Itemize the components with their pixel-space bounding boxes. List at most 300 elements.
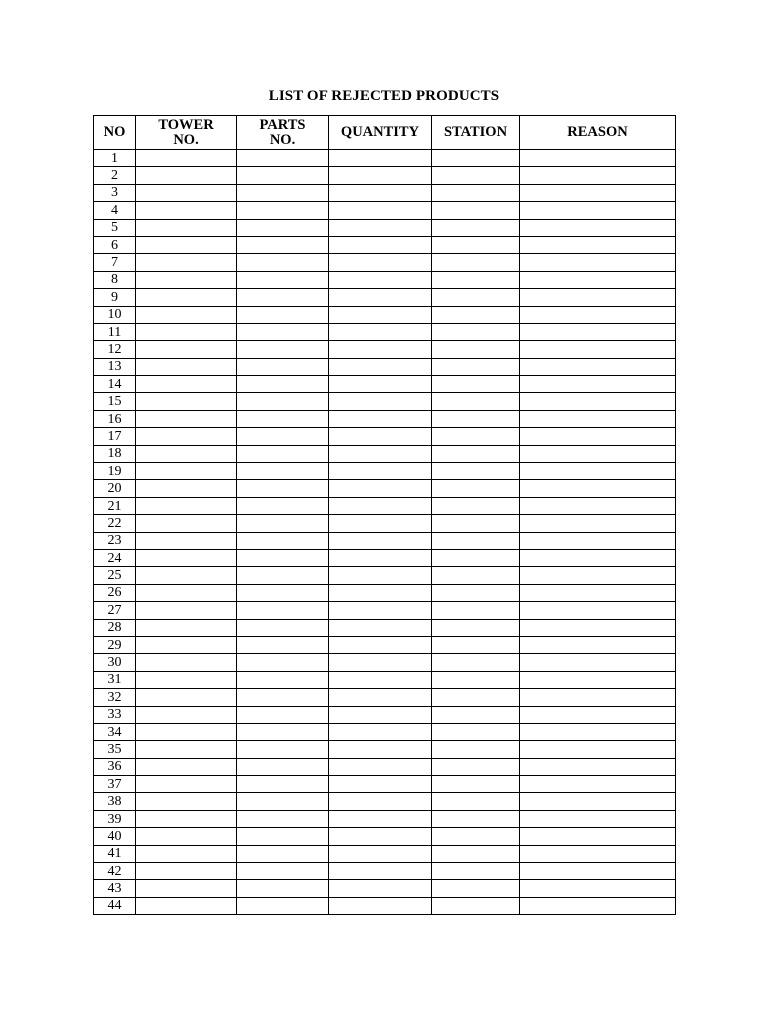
row-number-cell: 26: [94, 584, 136, 601]
parts-no-cell: [237, 758, 329, 775]
parts-no-cell: [237, 602, 329, 619]
row-number-cell: 7: [94, 254, 136, 271]
quantity-cell: [329, 636, 432, 653]
table-row: [94, 741, 676, 758]
parts-no-cell: [237, 636, 329, 653]
reason-cell: [520, 654, 676, 671]
quantity-cell: [329, 150, 432, 167]
quantity-cell: [329, 549, 432, 566]
parts-no-cell: [237, 671, 329, 688]
parts-no-cell: [237, 567, 329, 584]
reason-cell: [520, 810, 676, 827]
row-number-cell: 24: [94, 549, 136, 566]
tower-no-cell: [136, 549, 237, 566]
row-number-cell: 28: [94, 619, 136, 636]
reason-cell: [520, 897, 676, 914]
tower-no-cell: [136, 358, 237, 375]
table-row: [94, 306, 676, 323]
table-body: [94, 150, 676, 915]
row-number-cell: 31: [94, 671, 136, 688]
table-row: [94, 828, 676, 845]
parts-no-cell: [237, 341, 329, 358]
tower-no-cell: [136, 619, 237, 636]
tower-no-cell: [136, 480, 237, 497]
row-number-cell: 36: [94, 758, 136, 775]
reason-cell: [520, 689, 676, 706]
tower-no-cell: [136, 515, 237, 532]
table-row: [94, 150, 676, 167]
parts-no-cell: [237, 306, 329, 323]
reason-cell: [520, 358, 676, 375]
reason-cell: [520, 410, 676, 427]
table-row: [94, 323, 676, 340]
reason-cell: [520, 497, 676, 514]
parts-no-cell: [237, 654, 329, 671]
station-cell: [432, 863, 520, 880]
table-row: [94, 271, 676, 288]
station-cell: [432, 323, 520, 340]
tower-no-cell: [136, 810, 237, 827]
tower-no-cell: [136, 567, 237, 584]
tower-no-cell: [136, 758, 237, 775]
reason-cell: [520, 219, 676, 236]
tower-no-cell: [136, 532, 237, 549]
table-row: [94, 793, 676, 810]
station-cell: [432, 845, 520, 862]
table-row: [94, 654, 676, 671]
tower-no-cell: [136, 393, 237, 410]
quantity-cell: [329, 497, 432, 514]
row-number-cell: 12: [94, 341, 136, 358]
station-cell: [432, 271, 520, 288]
station-cell: [432, 184, 520, 201]
table-row: [94, 463, 676, 480]
row-number-cell: 1: [94, 150, 136, 167]
quantity-cell: [329, 880, 432, 897]
quantity-cell: [329, 776, 432, 793]
reason-cell: [520, 776, 676, 793]
table-row: [94, 636, 676, 653]
quantity-cell: [329, 184, 432, 201]
station-cell: [432, 428, 520, 445]
reason-cell: [520, 636, 676, 653]
quantity-cell: [329, 619, 432, 636]
reason-cell: [520, 480, 676, 497]
tower-no-cell: [136, 236, 237, 253]
parts-no-cell: [237, 150, 329, 167]
quantity-cell: [329, 602, 432, 619]
parts-no-cell: [237, 184, 329, 201]
parts-no-cell: [237, 863, 329, 880]
table-row: [94, 706, 676, 723]
row-number-cell: 6: [94, 236, 136, 253]
station-cell: [432, 584, 520, 601]
quantity-cell: [329, 828, 432, 845]
station-cell: [432, 150, 520, 167]
reason-cell: [520, 254, 676, 271]
quantity-cell: [329, 758, 432, 775]
quantity-cell: [329, 567, 432, 584]
table-row: [94, 376, 676, 393]
parts-no-cell: [237, 410, 329, 427]
station-cell: [432, 689, 520, 706]
tower-no-cell: [136, 654, 237, 671]
station-cell: [432, 706, 520, 723]
station-cell: [432, 602, 520, 619]
reason-cell: [520, 236, 676, 253]
quantity-cell: [329, 463, 432, 480]
parts-no-cell: [237, 689, 329, 706]
table-row: [94, 723, 676, 740]
reason-cell: [520, 706, 676, 723]
quantity-cell: [329, 219, 432, 236]
table-row: [94, 619, 676, 636]
station-cell: [432, 636, 520, 653]
row-number-cell: 32: [94, 689, 136, 706]
tower-no-cell: [136, 828, 237, 845]
station-cell: [432, 358, 520, 375]
row-number-cell: 27: [94, 602, 136, 619]
station-cell: [432, 219, 520, 236]
station-cell: [432, 254, 520, 271]
parts-no-cell: [237, 428, 329, 445]
station-cell: [432, 393, 520, 410]
table-row: [94, 358, 676, 375]
station-cell: [432, 793, 520, 810]
tower-no-cell: [136, 289, 237, 306]
station-cell: [432, 445, 520, 462]
row-number-cell: 2: [94, 167, 136, 184]
quantity-cell: [329, 654, 432, 671]
reason-cell: [520, 602, 676, 619]
row-number-cell: 30: [94, 654, 136, 671]
tower-no-cell: [136, 689, 237, 706]
tower-no-cell: [136, 410, 237, 427]
station-cell: [432, 810, 520, 827]
table-row: [94, 428, 676, 445]
parts-no-cell: [237, 706, 329, 723]
reason-cell: [520, 289, 676, 306]
table-row: [94, 897, 676, 914]
station-cell: [432, 654, 520, 671]
quantity-cell: [329, 167, 432, 184]
parts-no-cell: [237, 723, 329, 740]
table-row: [94, 532, 676, 549]
row-number-cell: 37: [94, 776, 136, 793]
quantity-cell: [329, 376, 432, 393]
parts-no-cell: [237, 393, 329, 410]
table-row: [94, 689, 676, 706]
reason-cell: [520, 584, 676, 601]
reason-cell: [520, 532, 676, 549]
reason-cell: [520, 376, 676, 393]
station-cell: [432, 567, 520, 584]
reason-cell: [520, 184, 676, 201]
parts-no-cell: [237, 167, 329, 184]
quantity-cell: [329, 723, 432, 740]
table-row: [94, 602, 676, 619]
table-row: [94, 410, 676, 427]
tower-no-cell: [136, 723, 237, 740]
row-number-cell: 43: [94, 880, 136, 897]
station-cell: [432, 306, 520, 323]
reason-cell: [520, 863, 676, 880]
parts-no-cell: [237, 480, 329, 497]
row-number-cell: 25: [94, 567, 136, 584]
tower-no-cell: [136, 445, 237, 462]
quantity-cell: [329, 515, 432, 532]
station-cell: [432, 532, 520, 549]
header-parts-no: PARTS NO.: [237, 116, 329, 150]
reason-cell: [520, 323, 676, 340]
table-row: [94, 758, 676, 775]
document-title: LIST OF REJECTED PRODUCTS: [268, 88, 500, 104]
reason-cell: [520, 793, 676, 810]
station-cell: [432, 202, 520, 219]
tower-no-cell: [136, 202, 237, 219]
reason-cell: [520, 741, 676, 758]
header-tower-no: TOWER NO.: [136, 116, 237, 150]
parts-no-cell: [237, 289, 329, 306]
quantity-cell: [329, 671, 432, 688]
quantity-cell: [329, 897, 432, 914]
station-cell: [432, 758, 520, 775]
header-no: NO: [94, 116, 136, 150]
reason-cell: [520, 202, 676, 219]
station-cell: [432, 463, 520, 480]
parts-no-cell: [237, 741, 329, 758]
parts-no-cell: [237, 793, 329, 810]
tower-no-cell: [136, 376, 237, 393]
quantity-cell: [329, 410, 432, 427]
quantity-cell: [329, 358, 432, 375]
parts-no-cell: [237, 376, 329, 393]
row-number-cell: 3: [94, 184, 136, 201]
station-cell: [432, 828, 520, 845]
reason-cell: [520, 428, 676, 445]
tower-no-cell: [136, 271, 237, 288]
row-number-cell: 42: [94, 863, 136, 880]
tower-no-cell: [136, 793, 237, 810]
parts-no-cell: [237, 358, 329, 375]
reason-cell: [520, 515, 676, 532]
quantity-cell: [329, 532, 432, 549]
station-cell: [432, 897, 520, 914]
tower-no-cell: [136, 341, 237, 358]
tower-no-cell: [136, 636, 237, 653]
row-number-cell: 9: [94, 289, 136, 306]
row-number-cell: 38: [94, 793, 136, 810]
parts-no-cell: [237, 828, 329, 845]
reason-cell: [520, 549, 676, 566]
quantity-cell: [329, 341, 432, 358]
row-number-cell: 40: [94, 828, 136, 845]
quantity-cell: [329, 863, 432, 880]
reason-cell: [520, 271, 676, 288]
tower-no-cell: [136, 897, 237, 914]
row-number-cell: 29: [94, 636, 136, 653]
reason-cell: [520, 445, 676, 462]
table-row: [94, 776, 676, 793]
parts-no-cell: [237, 463, 329, 480]
parts-no-cell: [237, 897, 329, 914]
table-row: [94, 184, 676, 201]
tower-no-cell: [136, 150, 237, 167]
table-row: [94, 219, 676, 236]
header-quantity: QUANTITY: [329, 116, 432, 150]
table-row: [94, 497, 676, 514]
quantity-cell: [329, 393, 432, 410]
quantity-cell: [329, 236, 432, 253]
reason-cell: [520, 758, 676, 775]
table-row: [94, 880, 676, 897]
quantity-cell: [329, 254, 432, 271]
parts-no-cell: [237, 515, 329, 532]
table-row: [94, 567, 676, 584]
row-number-cell: 10: [94, 306, 136, 323]
quantity-cell: [329, 741, 432, 758]
reason-cell: [520, 880, 676, 897]
parts-no-cell: [237, 776, 329, 793]
table-row: [94, 863, 676, 880]
tower-no-cell: [136, 167, 237, 184]
tower-no-cell: [136, 254, 237, 271]
parts-no-cell: [237, 219, 329, 236]
tower-no-cell: [136, 602, 237, 619]
table-row: [94, 515, 676, 532]
parts-no-cell: [237, 236, 329, 253]
quantity-cell: [329, 271, 432, 288]
quantity-cell: [329, 793, 432, 810]
quantity-cell: [329, 202, 432, 219]
station-cell: [432, 549, 520, 566]
parts-no-cell: [237, 810, 329, 827]
station-cell: [432, 289, 520, 306]
station-cell: [432, 236, 520, 253]
table-row: [94, 445, 676, 462]
tower-no-cell: [136, 845, 237, 862]
tower-no-cell: [136, 863, 237, 880]
tower-no-cell: [136, 776, 237, 793]
row-number-cell: 4: [94, 202, 136, 219]
row-number-cell: 15: [94, 393, 136, 410]
station-cell: [432, 671, 520, 688]
reason-cell: [520, 845, 676, 862]
parts-no-cell: [237, 584, 329, 601]
station-cell: [432, 497, 520, 514]
station-cell: [432, 167, 520, 184]
row-number-cell: 23: [94, 532, 136, 549]
reason-cell: [520, 463, 676, 480]
quantity-cell: [329, 810, 432, 827]
parts-no-cell: [237, 549, 329, 566]
parts-no-cell: [237, 532, 329, 549]
station-cell: [432, 619, 520, 636]
tower-no-cell: [136, 428, 237, 445]
table-row: [94, 480, 676, 497]
table-row: [94, 810, 676, 827]
reason-cell: [520, 828, 676, 845]
row-number-cell: 19: [94, 463, 136, 480]
row-number-cell: 11: [94, 323, 136, 340]
table-row: [94, 845, 676, 862]
tower-no-cell: [136, 671, 237, 688]
reason-cell: [520, 393, 676, 410]
table-row: [94, 671, 676, 688]
tower-no-cell: [136, 584, 237, 601]
row-number-cell: 17: [94, 428, 136, 445]
quantity-cell: [329, 445, 432, 462]
header-reason: REASON: [520, 116, 676, 150]
quantity-cell: [329, 323, 432, 340]
row-number-cell: 22: [94, 515, 136, 532]
reason-cell: [520, 150, 676, 167]
station-cell: [432, 776, 520, 793]
row-number-cell: 44: [94, 897, 136, 914]
reason-cell: [520, 167, 676, 184]
parts-no-cell: [237, 497, 329, 514]
quantity-cell: [329, 306, 432, 323]
tower-no-cell: [136, 184, 237, 201]
parts-no-cell: [237, 254, 329, 271]
table-row: [94, 393, 676, 410]
rejected-products-table: [93, 115, 676, 915]
row-number-cell: 41: [94, 845, 136, 862]
table-row: [94, 584, 676, 601]
row-number-cell: 20: [94, 480, 136, 497]
quantity-cell: [329, 289, 432, 306]
station-cell: [432, 515, 520, 532]
quantity-cell: [329, 428, 432, 445]
quantity-cell: [329, 584, 432, 601]
station-cell: [432, 376, 520, 393]
table-row: [94, 289, 676, 306]
table-row: [94, 254, 676, 271]
row-number-cell: 34: [94, 723, 136, 740]
parts-no-cell: [237, 202, 329, 219]
reason-cell: [520, 341, 676, 358]
station-cell: [432, 880, 520, 897]
reason-cell: [520, 306, 676, 323]
row-number-cell: 14: [94, 376, 136, 393]
station-cell: [432, 410, 520, 427]
tower-no-cell: [136, 706, 237, 723]
station-cell: [432, 741, 520, 758]
reason-cell: [520, 723, 676, 740]
table-row: [94, 341, 676, 358]
quantity-cell: [329, 689, 432, 706]
row-number-cell: 8: [94, 271, 136, 288]
row-number-cell: 33: [94, 706, 136, 723]
parts-no-cell: [237, 323, 329, 340]
tower-no-cell: [136, 323, 237, 340]
tower-no-cell: [136, 219, 237, 236]
quantity-cell: [329, 845, 432, 862]
reason-cell: [520, 671, 676, 688]
parts-no-cell: [237, 445, 329, 462]
parts-no-cell: [237, 880, 329, 897]
station-cell: [432, 723, 520, 740]
tower-no-cell: [136, 880, 237, 897]
station-cell: [432, 341, 520, 358]
row-number-cell: 39: [94, 810, 136, 827]
quantity-cell: [329, 706, 432, 723]
parts-no-cell: [237, 271, 329, 288]
tower-no-cell: [136, 497, 237, 514]
reason-cell: [520, 567, 676, 584]
row-number-cell: 35: [94, 741, 136, 758]
parts-no-cell: [237, 845, 329, 862]
